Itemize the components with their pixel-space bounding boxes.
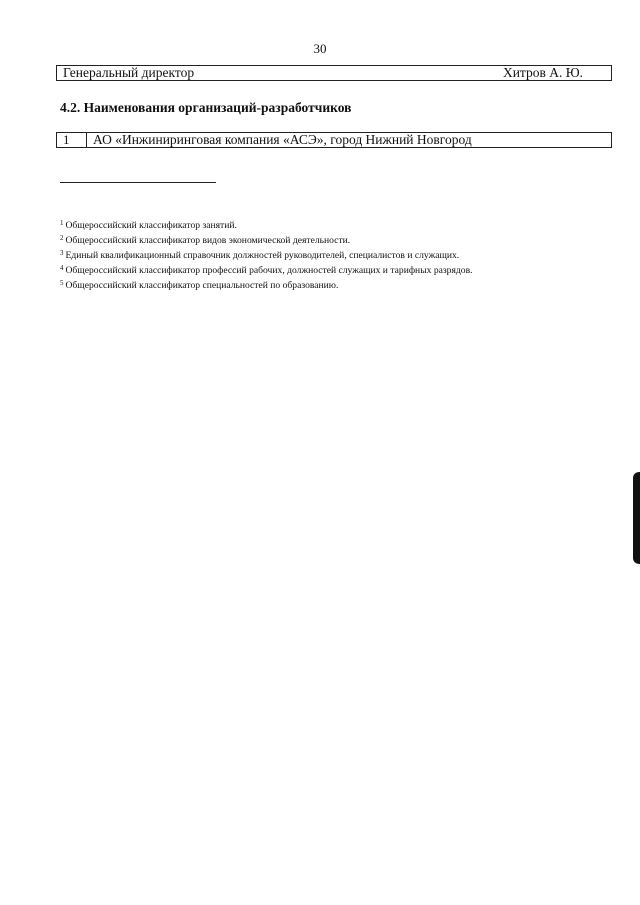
footnote-mark: 4 <box>60 264 64 272</box>
signatory-position: Генеральный директор <box>63 65 195 80</box>
section-heading: 4.2. Наименования организаций-разработчиков <box>60 100 352 115</box>
footnote-mark: 5 <box>60 279 64 287</box>
footnote-mark: 2 <box>60 234 64 242</box>
scan-edge-mark <box>633 472 640 564</box>
signature-row <box>56 65 612 81</box>
footnote-text: Общероссийский классификатор занятий. <box>65 220 237 231</box>
footnote-mark: 1 <box>60 219 64 227</box>
footnote-text: Единый квалификационный справочник должностей руководителей, специалистов и служащих. <box>65 250 460 261</box>
footnote-text: Общероссийский классификатор специальностей по образованию. <box>65 280 339 291</box>
developer-table-row <box>56 132 612 148</box>
page-number: 30 <box>313 41 327 56</box>
footnote-item <box>60 217 600 232</box>
developer-organization-name: АО «Инжиниринговая компания «АСЭ», город Нижний Новгород <box>93 132 472 147</box>
developer-row-number: 1 <box>57 133 87 147</box>
footnote-text: Общероссийский классификатор профессий рабочих, должностей служащих и тарифных разрядов. <box>65 265 473 276</box>
footnote-item <box>60 232 600 247</box>
footnotes-list <box>60 217 600 292</box>
signatory-name: Хитров А. Ю. <box>502 65 583 80</box>
footnote-item <box>60 247 600 262</box>
footnote-mark: 3 <box>60 249 64 257</box>
footnote-text: Общероссийский классификатор видов экономической деятельности. <box>65 235 351 246</box>
footnote-item <box>60 262 600 277</box>
footnote-divider <box>60 182 216 183</box>
footnote-item <box>60 277 600 292</box>
